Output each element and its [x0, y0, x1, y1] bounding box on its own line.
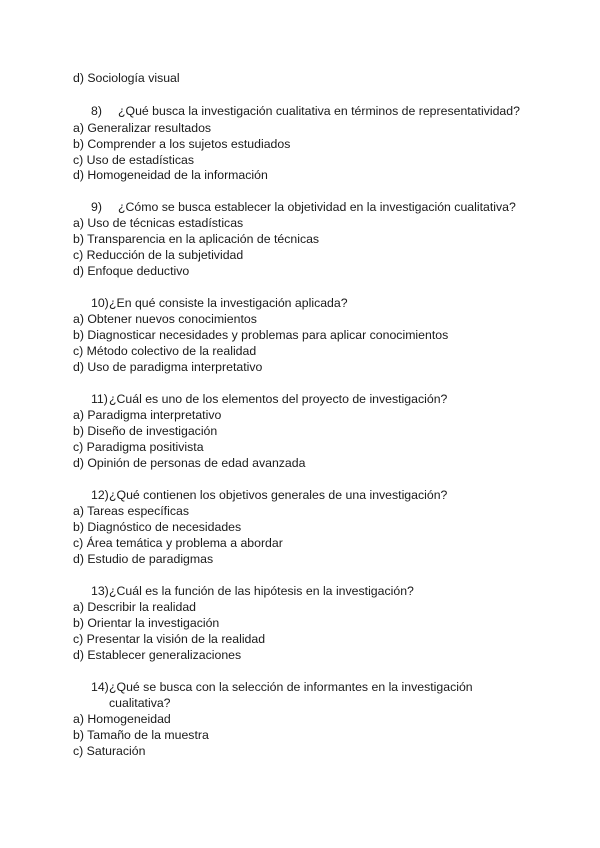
option-text: a) Paradigma interpretativo: [73, 408, 222, 422]
option-text: c) Método colectivo de la realidad: [73, 344, 257, 358]
option-text: a) Uso de técnicas estadísticas: [73, 216, 244, 230]
option-text: b) Transparencia en la aplicación de técnicas: [73, 232, 320, 246]
question-text: ¿Qué busca la investigación cualitativa en términos de representatividad?: [118, 104, 520, 118]
option-text: c) Presentar la visión de la realidad: [73, 632, 266, 646]
question-9: [91, 199, 516, 215]
question-number: 10): [91, 296, 109, 310]
option-text: d) Sociología visual: [73, 71, 180, 85]
option-text: d) Homogeneidad de la información: [73, 168, 268, 182]
question-text: ¿Qué se busca con la selección de informantes en la investigación: [109, 680, 473, 694]
option-text: a) Obtener nuevos conocimientos: [73, 312, 257, 326]
option-text: a) Tareas específicas: [73, 504, 189, 518]
option-text: b) Diseño de investigación: [73, 424, 218, 438]
question-number: 13): [91, 584, 109, 598]
option-text: c) Reducción de la subjetividad: [73, 248, 244, 262]
question-text: ¿Cómo se busca establecer la objetividad en la investigación cualitativa?: [118, 200, 516, 214]
option-text: d) Opinión de personas de edad avanzada: [73, 456, 306, 470]
question-number: 12): [91, 488, 109, 502]
question-text: ¿En qué consiste la investigación aplicada?: [109, 296, 348, 310]
option-text: a) Describir la realidad: [73, 600, 197, 614]
option-text: d) Enfoque deductivo: [73, 264, 190, 278]
question-8: [91, 103, 520, 119]
option-text: c) Área temática y problema a abordar: [73, 536, 283, 550]
option-text: d) Establecer generalizaciones: [73, 648, 242, 662]
option-text: b) Diagnóstico de necesidades: [73, 520, 242, 534]
option-text: a) Generalizar resultados: [73, 121, 212, 135]
option-text: b) Orientar la investigación: [73, 616, 220, 630]
question-text: ¿Cuál es uno de los elementos del proyecto de investigación?: [109, 392, 448, 406]
question-number: 14): [91, 680, 109, 694]
option-text: a) Homogeneidad: [73, 712, 171, 726]
option-text: d) Uso de paradigma interpretativo: [73, 360, 263, 374]
option-text: b) Comprender a los sujetos estudiados: [73, 137, 291, 151]
option-text: b) Tamaño de la muestra: [73, 728, 209, 742]
question-number: 8): [91, 104, 102, 118]
option-text: c) Uso de estadísticas: [73, 153, 194, 167]
question-text: ¿Cuál es la función de las hipótesis en la investigación?: [109, 584, 414, 598]
question-14: [91, 679, 473, 695]
question-10: [91, 295, 348, 311]
option-text: c) Saturación: [73, 744, 146, 758]
question-11: [91, 391, 447, 407]
question-number: 9): [91, 200, 102, 214]
question-text-continuation: cualitativa?: [109, 696, 171, 710]
option-text: b) Diagnosticar necesidades y problemas para aplicar conocimientos: [73, 328, 449, 342]
option-text: d) Estudio de paradigmas: [73, 552, 214, 566]
option-text: c) Paradigma positivista: [73, 440, 204, 454]
question-12: [91, 487, 447, 503]
question-number: 11): [91, 392, 108, 406]
question-13: [91, 583, 414, 599]
question-text: ¿Qué contienen los objetivos generales de una investigación?: [109, 488, 448, 502]
